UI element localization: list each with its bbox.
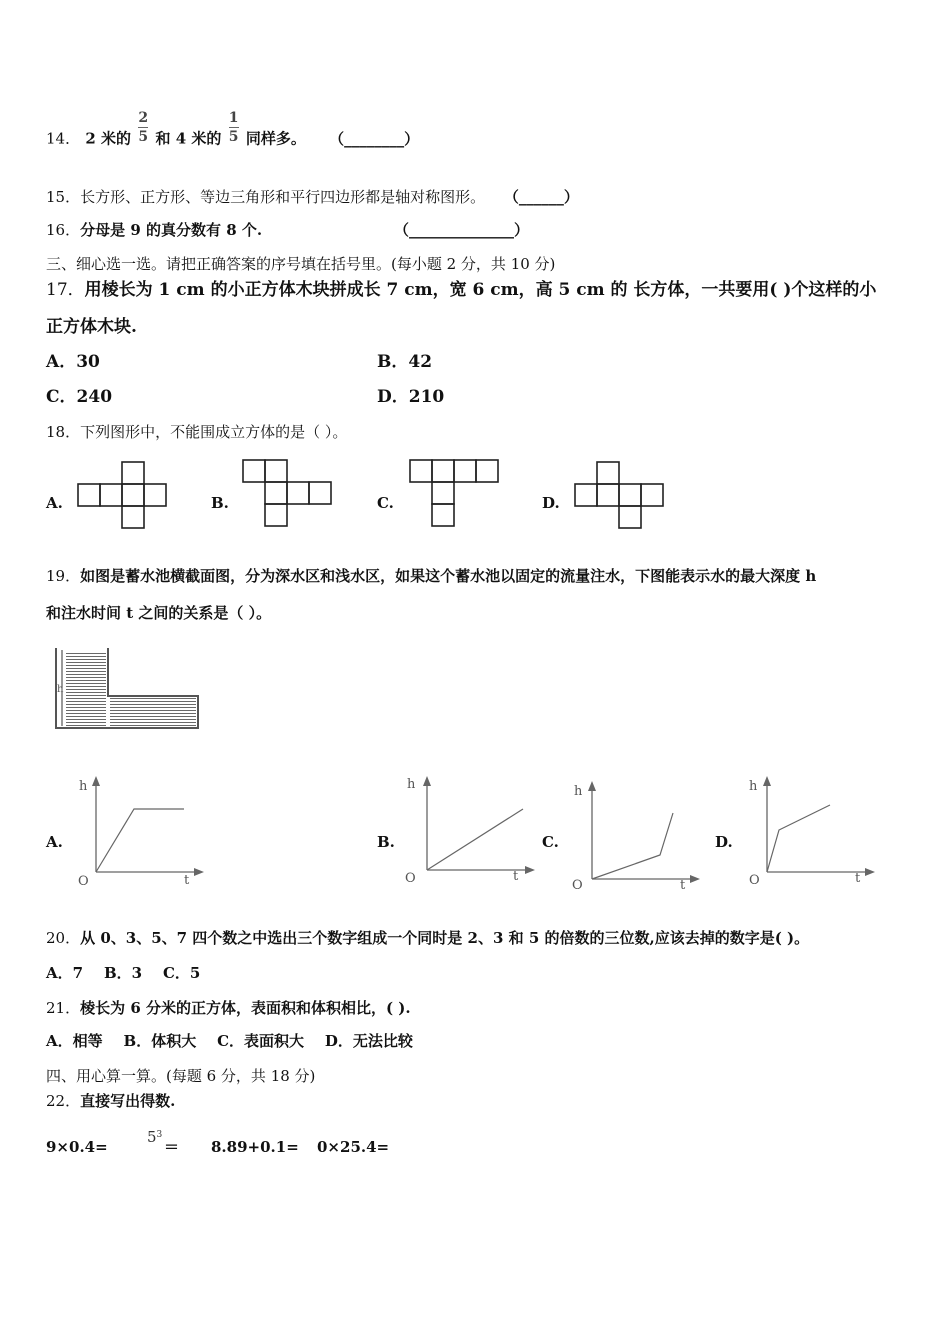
q22-expr-2 xyxy=(147,1127,162,1147)
q22-number: 22． xyxy=(46,1092,81,1110)
q15 xyxy=(46,187,579,207)
graph-d-origin: O xyxy=(749,873,760,888)
q15-number: 15． xyxy=(46,188,81,206)
section-3-heading: 三、细心选一选。请把正确答案的序号填在括号里。(每小题 2 分，共 10 分) xyxy=(46,255,556,273)
q16 xyxy=(46,220,530,240)
graph-d-h: h xyxy=(749,779,758,794)
q19-text-line1: 如图是蓄水池横截面图，分为深水区和浅水区，如果这个蓄水池以固定的流量注水，下图能表示水的最大深度 h xyxy=(80,567,817,585)
q22-expr-2-exponent: 3 xyxy=(156,1130,163,1140)
q19-option-d-label[interactable]: D. xyxy=(715,833,733,851)
q19-line-2: 和注水时间 t 之间的关系是（ ）。 xyxy=(46,604,272,622)
graph-a-origin: O xyxy=(78,874,89,889)
graph-d-t: t xyxy=(855,871,861,886)
q22-expr-2-equals: ＝ xyxy=(164,1138,180,1156)
q17-option-b-value: 42 xyxy=(408,352,433,372)
q22-text: 直接写出得数. xyxy=(80,1092,176,1110)
graph-a-h: h xyxy=(79,779,88,794)
q18-net-c xyxy=(410,460,502,530)
graph-b-h: h xyxy=(407,777,416,792)
graph-c-t: t xyxy=(680,878,686,893)
q20-text: 从 0、3、5、7 四个数之中选出三个数字组成一个同时是 2、3 和 5 的倍数的三位数,应该去掉的数字是( )。 xyxy=(80,929,810,947)
q18-number: 18． xyxy=(46,423,81,441)
q18-text: 下列图形中，不能围成立方体的是（ ）。 xyxy=(80,423,348,441)
q17-option-a-value: 30 xyxy=(76,352,100,372)
reservoir-h-label: h xyxy=(57,684,64,695)
graph-a-t: t xyxy=(184,873,190,888)
q21-options[interactable]: A．相等 B．体积大 C．表面积大 D．无法比较 xyxy=(46,1032,413,1050)
q17-text-line1: 用棱长为 1 cm 的小正方体木块拼成长 7 cm，宽 6 cm，高 5 cm 的 长方体，一共要用( )个这样的小 xyxy=(84,280,877,300)
q14-part3: 同样多。 xyxy=(245,129,306,148)
q20-options[interactable]: A．7 B．3 C．5 xyxy=(46,964,201,982)
q17-number: 17． xyxy=(46,280,85,300)
q14-answer-blank[interactable]: （________） xyxy=(329,129,420,148)
q15-text: 长方形、正方形、等边三角形和平行四边形都是轴对称图形。 xyxy=(80,188,486,206)
graph-b-t: t xyxy=(513,869,519,884)
q17-line-1 xyxy=(46,279,876,301)
q17-line-2: 正方体木块. xyxy=(46,317,137,337)
graph-b-origin: O xyxy=(405,871,416,886)
q20-number: 20． xyxy=(46,929,81,947)
q19-option-b-label[interactable]: B. xyxy=(377,833,395,851)
q21 xyxy=(46,998,411,1018)
q14-part1: 2 米的 xyxy=(85,129,131,148)
q18 xyxy=(46,422,347,442)
q17-option-d-value: 210 xyxy=(408,387,445,407)
q21-number: 21． xyxy=(46,999,81,1017)
q22-expr-4: 0×25.4= xyxy=(317,1138,390,1156)
q17-option-b-label: B． xyxy=(377,352,409,372)
q18-option-c-label[interactable]: C. xyxy=(377,494,394,512)
q15-answer-blank[interactable]: （______） xyxy=(503,188,579,206)
q14-part2: 和 4 米的 xyxy=(155,129,222,148)
q14-frac1-numerator: 2 xyxy=(138,110,149,126)
q16-answer-blank[interactable]: （______________） xyxy=(394,221,530,239)
q17-option-c-label: C． xyxy=(46,387,77,407)
q16-number: 16． xyxy=(46,221,81,239)
q19-graph-a xyxy=(72,772,212,892)
q14-fraction-2 xyxy=(229,110,239,145)
q22-expr-2-base: 5 xyxy=(147,1128,157,1146)
q18-net-b xyxy=(243,460,335,530)
q16-text: 分母是 9 的真分数有 8 个. xyxy=(80,221,263,239)
q14-frac2-numerator: 1 xyxy=(228,110,239,126)
q20 xyxy=(46,928,809,948)
q21-text: 棱长为 6 分米的正方体，表面积和体积相比，( ). xyxy=(80,999,411,1017)
q18-net-a xyxy=(78,462,170,530)
q19-number: 19． xyxy=(46,567,81,585)
q19-graph-b xyxy=(403,772,543,892)
section-4-heading: 四、用心算一算。(每题 6 分，共 18 分) xyxy=(46,1067,316,1085)
q19-line-1 xyxy=(46,566,816,586)
q14-frac1-denominator: 5 xyxy=(138,129,149,145)
reservoir-cross-section xyxy=(52,646,200,730)
q19-option-a-label[interactable]: A. xyxy=(46,833,63,851)
q14-frac2-denominator: 5 xyxy=(228,129,239,145)
q17-option-d[interactable] xyxy=(377,386,444,408)
q19-option-c-label[interactable]: C. xyxy=(542,833,559,851)
q18-option-d-label[interactable]: D. xyxy=(542,494,560,512)
q17-option-c[interactable] xyxy=(46,386,112,408)
q18-option-b-label[interactable]: B. xyxy=(211,494,229,512)
q19-graph-d xyxy=(743,772,883,892)
q18-net-d xyxy=(575,462,667,530)
q19-graph-c xyxy=(568,775,708,895)
q17-option-a[interactable] xyxy=(46,351,100,373)
q17-option-d-label: D． xyxy=(377,387,409,407)
q22-expr-1: 9×0.4= xyxy=(46,1138,108,1156)
graph-c-origin: O xyxy=(572,878,583,893)
graph-c-h: h xyxy=(574,784,583,799)
q22-expr-3: 8.89+0.1= xyxy=(211,1138,299,1156)
q14 xyxy=(46,110,420,157)
q14-fraction-1 xyxy=(138,110,148,145)
q22 xyxy=(46,1091,175,1111)
q17-option-c-value: 240 xyxy=(76,387,113,407)
q17-option-a-label: A． xyxy=(46,352,77,372)
q18-option-a-label[interactable]: A. xyxy=(46,494,63,512)
q14-number: 14． xyxy=(46,129,81,148)
q17-option-b[interactable] xyxy=(377,351,432,373)
